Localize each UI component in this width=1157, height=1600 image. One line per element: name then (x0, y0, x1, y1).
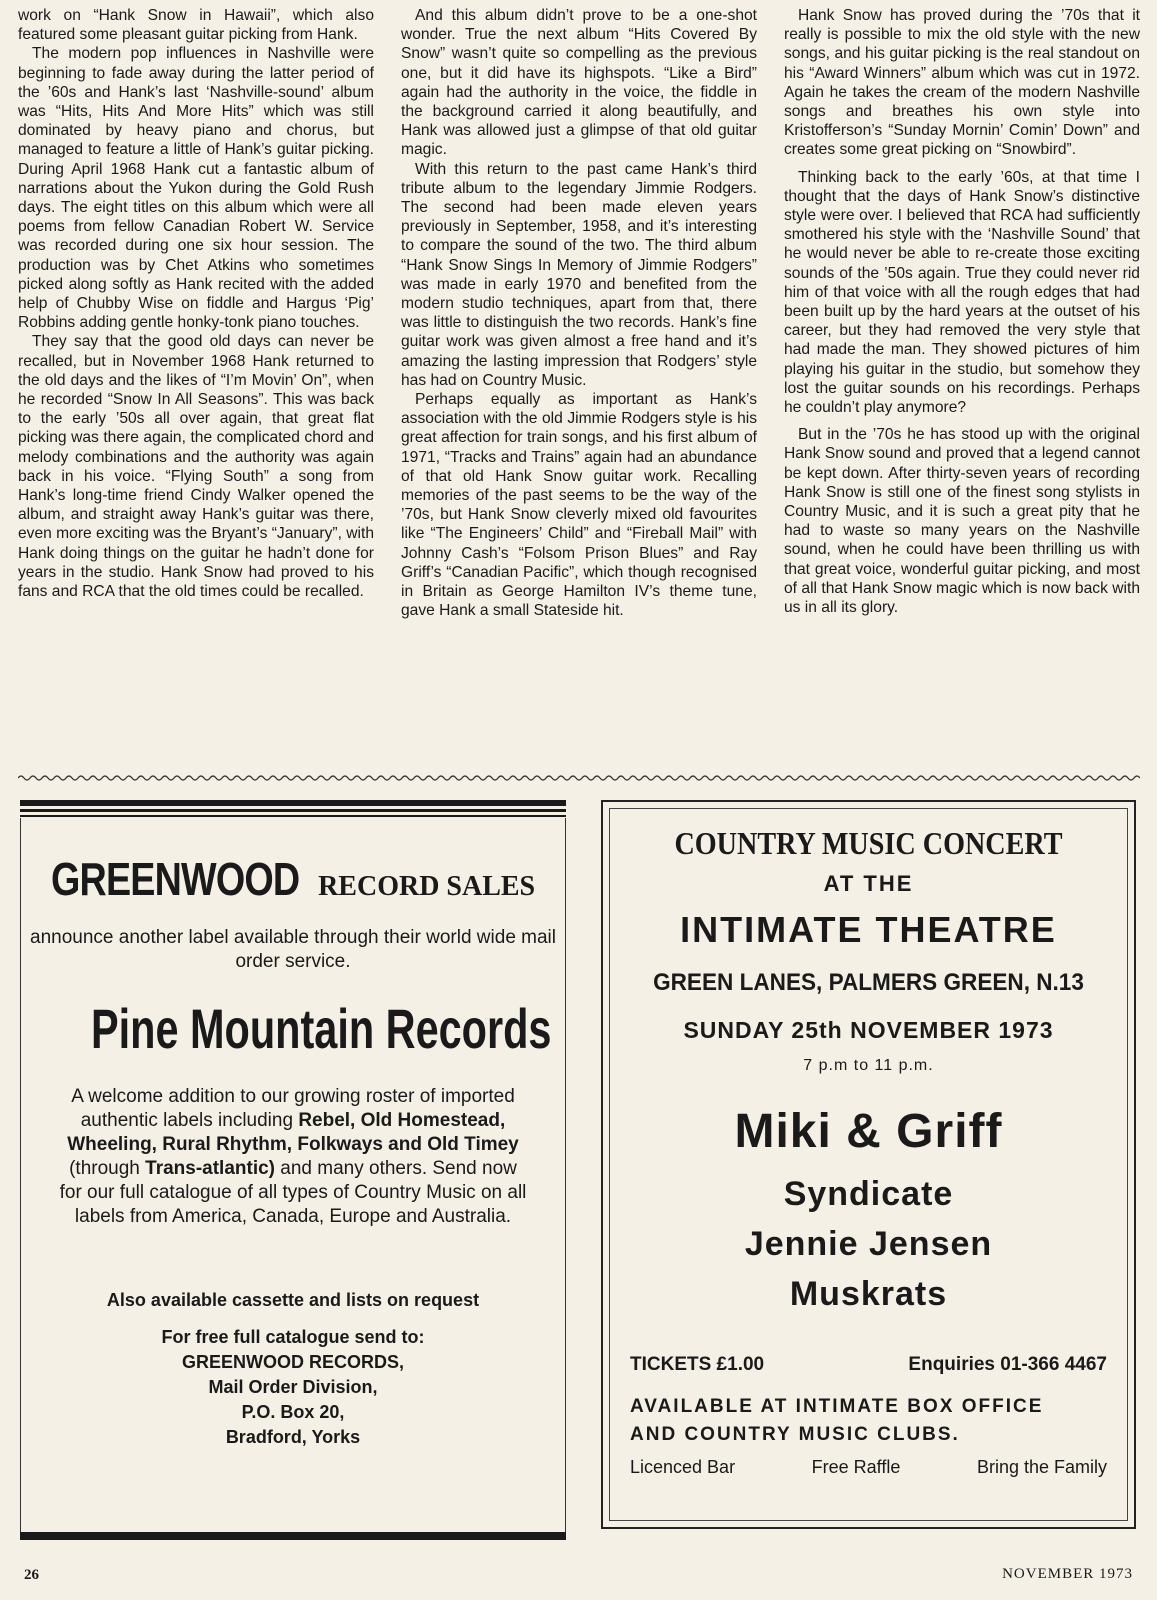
greenwood-address (20, 1325, 566, 1450)
availability-line: AVAILABLE AT INTIMATE BOX OFFICE (630, 1396, 1044, 1417)
article-columns (18, 6, 1140, 766)
concert-headliner: Miki & Griff (734, 1105, 1003, 1158)
footer-item: Licenced Bar (630, 1457, 736, 1477)
concert-advert-frame (609, 808, 1128, 1521)
address-line: For free full catalogue send to: (161, 1327, 425, 1347)
body-text: (through (69, 1158, 146, 1179)
article-paragraph: work on “Hank Snow in Hawaii”, which also featured some pleasant guitar picking from Hank. (18, 7, 374, 44)
article-paragraph: The modern pop influences in Nashville were beginning to fade away during the latter period of the ’60s and Hank’s last ‘Nashville-sound’ album was “Hits, Hits And More Hits” which was still dominated by heavy piano and chorus, but managed to feature a little of Hank’s guitar picking. During April 1968 Hank cut a fantastic album of narrations about the Yukon during the Gold Rush days. The eight titles on this album which were all poems from fellow Canadian Robert W. Service was recorded during one six hour session. The production was by Chet Atkins who sometimes picked along softly as Hank recited with the added help of Chubby Wise on fiddle and Hargus ‘Pig’ Robbins adding gentle honky-tonk piano touches. (18, 45, 374, 332)
body-labels: Rebel, Old Homestead, Wheeling, Rural Rhythm, Folkways and Old Timey (67, 1110, 519, 1155)
article-column-1 (18, 6, 374, 766)
concert-venue: INTIMATE THEATRE (680, 909, 1057, 950)
greenwood-advert (20, 800, 566, 1540)
concert-footer (630, 1457, 1107, 1478)
greenwood-announce: announce another label available through their world wide mail order service. (30, 927, 556, 972)
address-line: Bradford, Yorks (225, 1427, 361, 1447)
issue-date: NOVEMBER 1973 (1002, 1566, 1133, 1582)
body-labels: Trans-atlantic) (145, 1158, 276, 1179)
greenwood-body (58, 1085, 528, 1229)
concert-act: Syndicate (783, 1175, 954, 1213)
greenwood-also: Also available cassette and lists on request (106, 1290, 480, 1310)
article-paragraph: They say that the good old days can never be recalled, but in November 1968 Hank returned to the old days and the likes of “I’m Movin’ On”, when he recorded “Snow In All Seasons”. This was back to the early ’50s all over again, that great flat picking was there again, the complicated chord and melody combinations and the authority was again back in his voice. “Flying South” a song from Hank’s long-time friend Cindy Walker opened the album, and straight away Hank’s guitar was there, even more exciting was the Bryant’s “January”, with Hank doing things on the guitar he hadn’t done for years in the studio. Hank Snow had proved to his fans and RCA that the old times could be recalled. (18, 333, 374, 601)
advert-top-rule (20, 800, 566, 817)
wavy-divider (18, 773, 1140, 783)
article-column-2 (401, 6, 757, 766)
address-line: P.O. Box 20, (241, 1402, 345, 1422)
concert-address: GREEN LANES, PALMERS GREEN, N.13 (653, 969, 1084, 996)
advert-bottom-rule (20, 1532, 566, 1540)
concert-date: SUNDAY 25th NOVEMBER 1973 (683, 1017, 1054, 1043)
address-line: GREENWOOD RECORDS, (181, 1352, 404, 1372)
pine-mountain-label: Pine Mountain Records (90, 997, 552, 1060)
greenwood-name: GREENWOOD (50, 853, 300, 905)
article-paragraph: And this album didn’t prove to be a one-shot wonder. True the next album “Hits Covered By Snow” wasn’t quite so compelling as the previous one, but it did have its highspots. “Like a Bird” again had the authority in the voice, the fiddle in the background carried it along beautifully, and Hank was allowed just a glimpse of that old guitar magic. (401, 7, 757, 159)
article-paragraph: But in the ’70s he has stood up with the original Hank Snow sound and proved that a legend cannot be kept down. After thirty-seven years of recording Hank Snow is still one of the finest song stylists in Country Music, and it is such a great pity that he had to waste so many years on the Nashville sound, when he could have been thrilling us with that great voice, wonderful guitar picking, and most of all that Hank Snow magic which is now back with us in all its glory. (784, 426, 1140, 617)
concert-advert (601, 800, 1136, 1529)
greenwood-heading (20, 852, 566, 906)
availability-line: AND COUNTRY MUSIC CLUBS. (630, 1424, 960, 1445)
article-paragraph: With this return to the past came Hank’s third tribute album to the legendary Jimmie Rodgers. The second had been made eleven years previously in September, 1958, and it’s interesting to compare the sound of the two. The third album “Hank Snow Sings In Memory of Jimmie Rodgers” was made in early 1970 and benefited from the modern studio techniques, apart from that, there was little to distinguish the two records. Hank’s fine guitar work was given almost a free hand and it’s amazing the lasting impression that Rodgers’ style has had on Country Music. (401, 160, 757, 389)
concert-availability (630, 1393, 1043, 1449)
article-column-3 (784, 6, 1140, 766)
article-paragraph: Thinking back to the early ’60s, at that time I thought that the days of Hank Snow’s distinctive style were over. I believed that RCA had sufficiently smothered his style with the ‘Nashville Sound’ that he would never be able to re-create those exciting sounds of the ’50s again. True they could never rid him of that voice with all the rough edges that had been built up by the hard years at the outset of his career, but they had removed the very style that had made the man. They showed pictures of him playing his guitar in the studio, but somehow they lost the guitar sounds on his recordings. Perhaps he couldn’t play anymore? (784, 168, 1140, 417)
footer-item: Free Raffle (811, 1457, 901, 1477)
concert-title: COUNTRY MUSIC CONCERT (674, 825, 1063, 861)
concert-at-the: AT THE (823, 871, 914, 896)
concert-act: Muskrats (789, 1275, 948, 1313)
footer-item: Bring the Family (976, 1457, 1107, 1477)
address-line: Mail Order Division, (208, 1377, 378, 1397)
article-paragraph: Hank Snow has proved during the ’70s that it really is possible to mix the old style with the new songs, and his guitar picking is the real standout on his “Award Winners” album which was cut in 1972. Again he takes the cream of the modern Nashville songs and breathes his own style into Kristofferson’s “Sunday Mornin’ Comin’ Down” and creates some great picking on “Snowbird”. (784, 7, 1140, 159)
page-number: 26 (24, 1567, 39, 1583)
concert-act: Jennie Jensen (744, 1225, 993, 1263)
greenwood-subtitle: RECORD SALES (318, 871, 536, 902)
article-paragraph: Perhaps equally as important as Hank’s association with the old Jimmie Rodgers style is his great affection for train songs, and his first album of 1971, “Tracks and Trains” again had an abundance of that old Hank Snow guitar work. Recalling memories of the past seems to be the way of the ’70s, but Hank Snow cleverly mixed old favourites like “The Engineers’ Child” and “Fireball Mail” with Johnny Cash’s “Folsom Prison Blues” and Ray Griff’s “Canadian Pacific”, which though recognised in Britain as George Hamilton IV’s theme tune, gave Hank a small Stateside hit. (401, 391, 757, 620)
concert-tickets: TICKETS £1.00 (630, 1354, 765, 1375)
concert-enquiries: Enquiries 01-366 4467 (908, 1354, 1107, 1375)
body-text: and many others. Send now for our full catalogue of all types of Country Music on all labels from America, Canada, Europe and Australia. (59, 1158, 527, 1227)
body-text: A welcome addition to our growing roster of imported authentic labels including (71, 1086, 515, 1131)
concert-time: 7 p.m to 11 p.m. (803, 1057, 934, 1074)
